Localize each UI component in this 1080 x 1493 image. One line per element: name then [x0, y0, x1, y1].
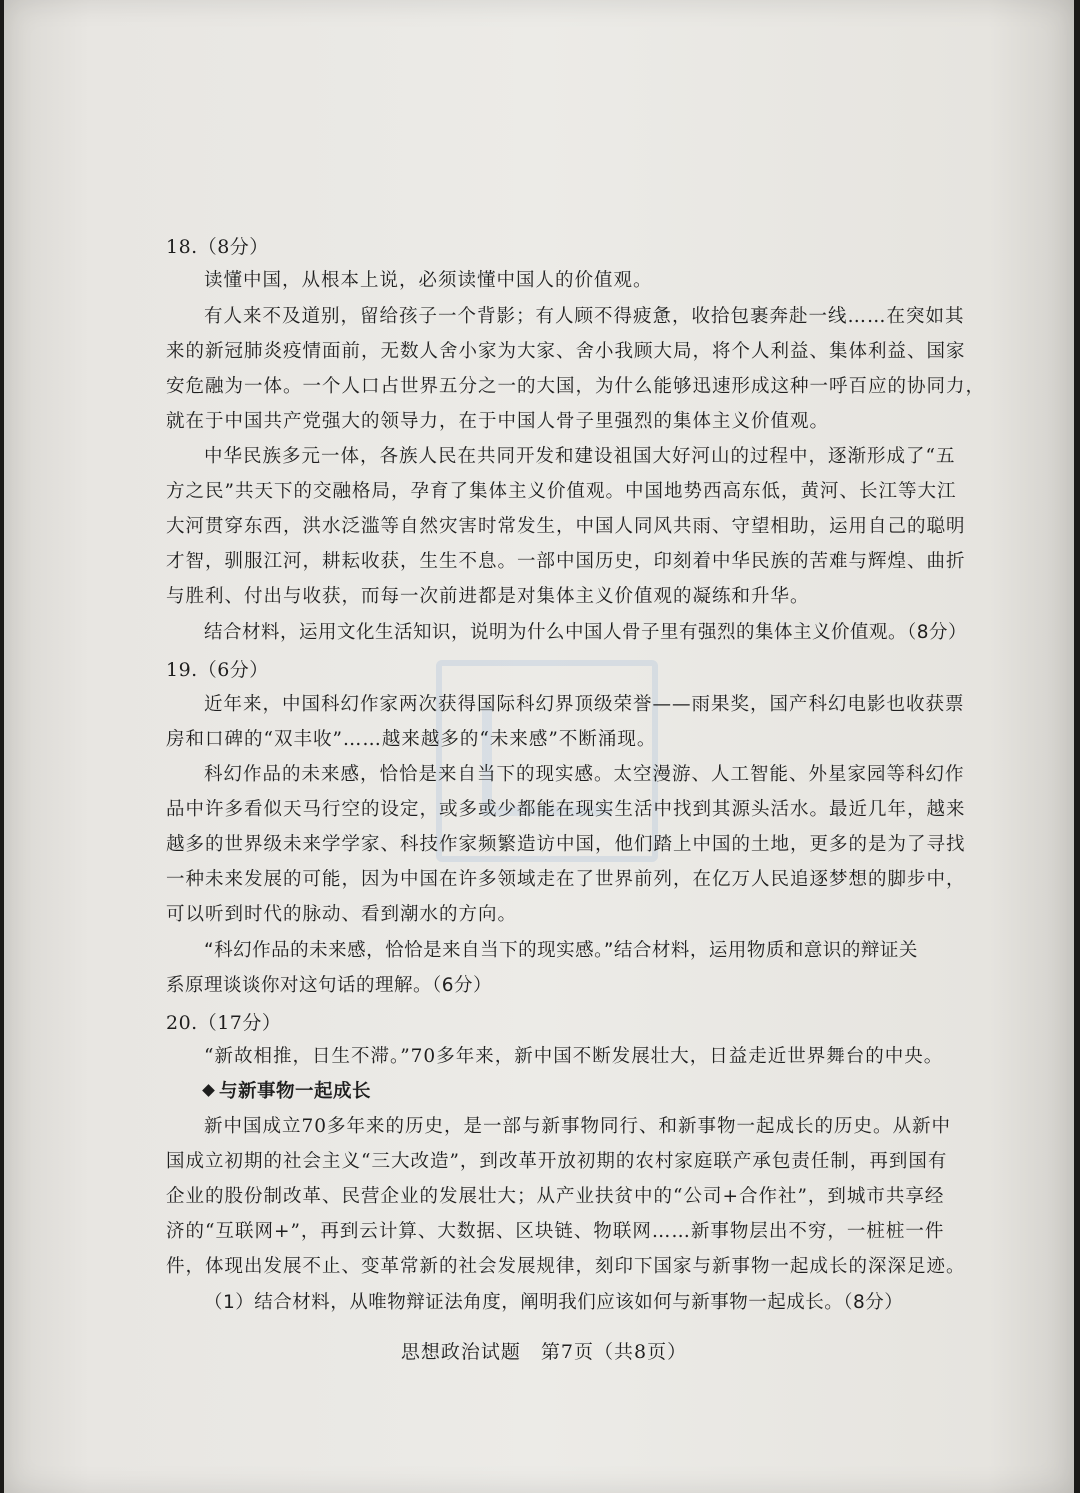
q19-p1-line-2: 房和口碑的“双丰收”……越来越多的“未来感”不断涌现。 — [166, 729, 657, 750]
q19-p2-line-3: 越多的世界级未来学学家、科技作家频繁造访中国，他们踏上中国的土地，更多的是为了寻找 — [166, 834, 966, 855]
question-18-number: 18.（8分） — [166, 236, 269, 258]
question-19-number: 19.（6分） — [166, 659, 269, 681]
q18-p1-line-1: 有人来不及道别，留给孩子一个背影；有人顾不得疲惫，收拾包裹奔赴一线……在突如其 — [204, 306, 965, 327]
question-20-heading-text: 与新事物一起成长 — [219, 1081, 372, 1102]
diamond-bullet-icon — [202, 1084, 215, 1097]
q20-p1-line-1: 新中国成立70多年来的历史，是一部与新事物同行、和新事物一起成长的历史。从新中 — [204, 1116, 952, 1137]
q18-p2-line-1: 中华民族多元一体，各族人民在共同开发和建设祖国大好河山的过程中，逐渐形成了“五 — [204, 446, 956, 467]
q19-p2-line-2: 品中许多看似天马行空的设定，或多或少都能在现实生活中找到其源头活水。最近几年，越来 — [166, 799, 966, 820]
exam-paper — [4, 0, 1074, 1493]
q18-p1-line-3: 安危融为一体。一个人口占世界五分之一的大国，为什么能够迅速形成这种一呼百应的协同力， — [166, 376, 986, 397]
question-18-intro: 读懂中国，从根本上说，必须读懂中国人的价值观。 — [204, 270, 653, 291]
question-19-task-line-2: 系原理谈谈你对这句话的理解。（6分） — [166, 975, 493, 996]
question-18-task: 结合材料，运用文化生活知识，说明为什么中国人骨子里有强烈的集体主义价值观。（8分） — [204, 622, 968, 643]
q18-p1-line-2: 来的新冠肺炎疫情面前，无数人舍小家为大家、舍小我顾大局，将个人利益、集体利益、国家 — [166, 341, 966, 362]
question-20-heading — [166, 1077, 371, 1103]
q20-p1-line-4: 济的“互联网+”，再到云计算、大数据、区块链、物联网……新事物层出不穷，一桩桩一件 — [166, 1221, 945, 1242]
question-19-task-line-1: “科幻作品的未来感，恰恰是来自当下的现实感。”结合材料，运用物质和意识的辩证关 — [204, 940, 918, 961]
q18-p2-line-2: 方之民”共天下的交融格局，孕育了集体主义价值观。中国地势西高东低，黄河、长江等大江 — [166, 481, 957, 502]
q19-p2-line-4: 一种未来发展的可能，因为中国在许多领域走在了世界前列，在亿万人民追逐梦想的脚步中， — [166, 869, 966, 890]
question-20-number: 20.（17分） — [166, 1012, 282, 1034]
q19-p2-line-1: 科幻作品的未来感，恰恰是来自当下的现实感。太空漫游、人工智能、外星家园等科幻作 — [204, 764, 965, 785]
q20-p1-line-5: 件，体现出发展不止、变革常新的社会发展规律，刻印下国家与新事物一起成长的深深足迹。 — [166, 1256, 966, 1277]
q18-p2-line-3: 大河贯穿东西，洪水泛滥等自然灾害时常发生，中国人同风共雨、守望相助，运用自己的聪明 — [166, 516, 966, 537]
page-footer: 思想政治试题 第7页（共8页） — [400, 1341, 688, 1363]
question-20-intro: “新故相推，日生不滞。”70多年来，新中国不断发展壮大，日益走近世界舞台的中央。 — [204, 1046, 944, 1067]
q18-p1-line-4: 就在于中国共产党强大的领导力，在于中国人骨子里强烈的集体主义价值观。 — [166, 411, 830, 432]
question-20-subtask-1: （1）结合材料，从唯物辩证法角度，阐明我们应该如何与新事物一起成长。（8分） — [204, 1292, 904, 1313]
q19-p1-line-1: 近年来，中国科幻作家两次获得国际科幻界顶级荣誉——雨果奖，国产科幻电影也收获票 — [204, 694, 965, 715]
q19-p2-line-5: 可以听到时代的脉动、看到潮水的方向。 — [166, 904, 518, 925]
q18-p2-line-4: 才智，驯服江河，耕耘收获，生生不息。一部中国历史，印刻着中华民族的苦难与辉煌、曲折 — [166, 551, 966, 572]
q20-p1-line-3: 企业的股份制改革、民营企业的发展壮大；从产业扶贫中的“公司+合作社”，到城市共享经 — [166, 1186, 945, 1207]
q18-p2-line-5: 与胜利、付出与收获，而每一次前进都是对集体主义价值观的凝练和升华。 — [166, 586, 810, 607]
q20-p1-line-2: 国成立初期的社会主义“三大改造”，到改革开放初期的农村家庭联产承包责任制，再到国有 — [166, 1151, 948, 1172]
